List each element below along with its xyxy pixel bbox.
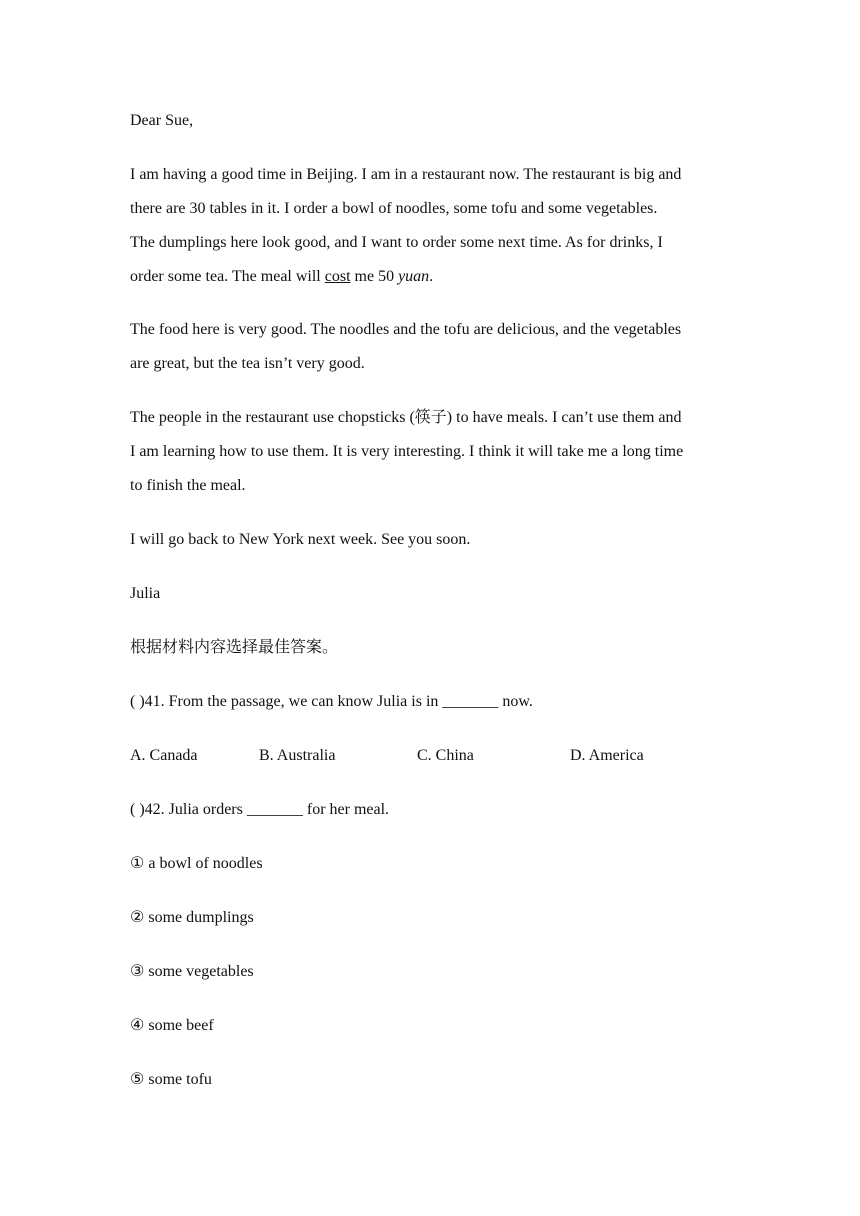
text-span: me 50: [350, 268, 399, 285]
question-42-item-5: ⑤ some tofu: [130, 1071, 212, 1088]
paragraph-line: The food here is very good. The noodles and the tofu are delicious, and the vegetables: [130, 321, 682, 338]
text-span: .: [429, 268, 434, 285]
question-41-options: [130, 739, 740, 773]
paragraph-3: [130, 401, 684, 494]
paragraph-4: I will go back to New York next week. See you soon.: [130, 531, 471, 548]
question-42-item-1: ① a bowl of noodles: [130, 855, 263, 872]
underlined-word-cost: cost: [324, 268, 351, 285]
question-42-item-2: ② some dumplings: [130, 909, 254, 926]
paragraph-line: there are 30 tables in it. I order a bowl of noodles, some tofu and some vegetables.: [130, 200, 658, 217]
option-b[interactable]: B. Australia: [259, 747, 336, 764]
text-span: order some tea. The meal will: [130, 268, 325, 285]
paragraph-line: to finish the meal.: [130, 477, 246, 494]
paragraph-1: [130, 158, 682, 285]
paragraph-line: I am learning how to use them. It is very interesting. I think it will take me a long time: [130, 443, 684, 460]
question-41-stem: ( )41. From the passage, we can know Julia is in _______ now.: [130, 693, 533, 710]
question-42-item-4: ④ some beef: [130, 1017, 214, 1034]
paragraph-line: The dumplings here look good, and I want to order some next time. As for drinks, I: [130, 234, 663, 251]
letter-greeting: Dear Sue,: [130, 112, 194, 129]
option-c[interactable]: C. China: [417, 747, 474, 764]
letter-signature: Julia: [130, 585, 161, 602]
italic-word-yuan: yuan: [398, 268, 430, 285]
question-42-stem: ( )42. Julia orders _______ for her meal.: [130, 801, 390, 818]
paragraph-line: are great, but the tea isn’t very good.: [130, 355, 365, 372]
option-d[interactable]: D. America: [570, 747, 644, 764]
paragraph-2: [130, 313, 682, 372]
option-a[interactable]: A. Canada: [130, 747, 198, 764]
paragraph-line: The people in the restaurant use chopsticks (筷子) to have meals. I can’t use them and: [130, 409, 682, 426]
paragraph-line: [130, 260, 681, 294]
paragraph-line: I am having a good time in Beijing. I am in a restaurant now. The restaurant is big and: [130, 166, 682, 183]
question-42-item-3: ③ some vegetables: [130, 963, 254, 980]
instruction-text: 根据材料内容选择最佳答案。: [130, 639, 339, 656]
